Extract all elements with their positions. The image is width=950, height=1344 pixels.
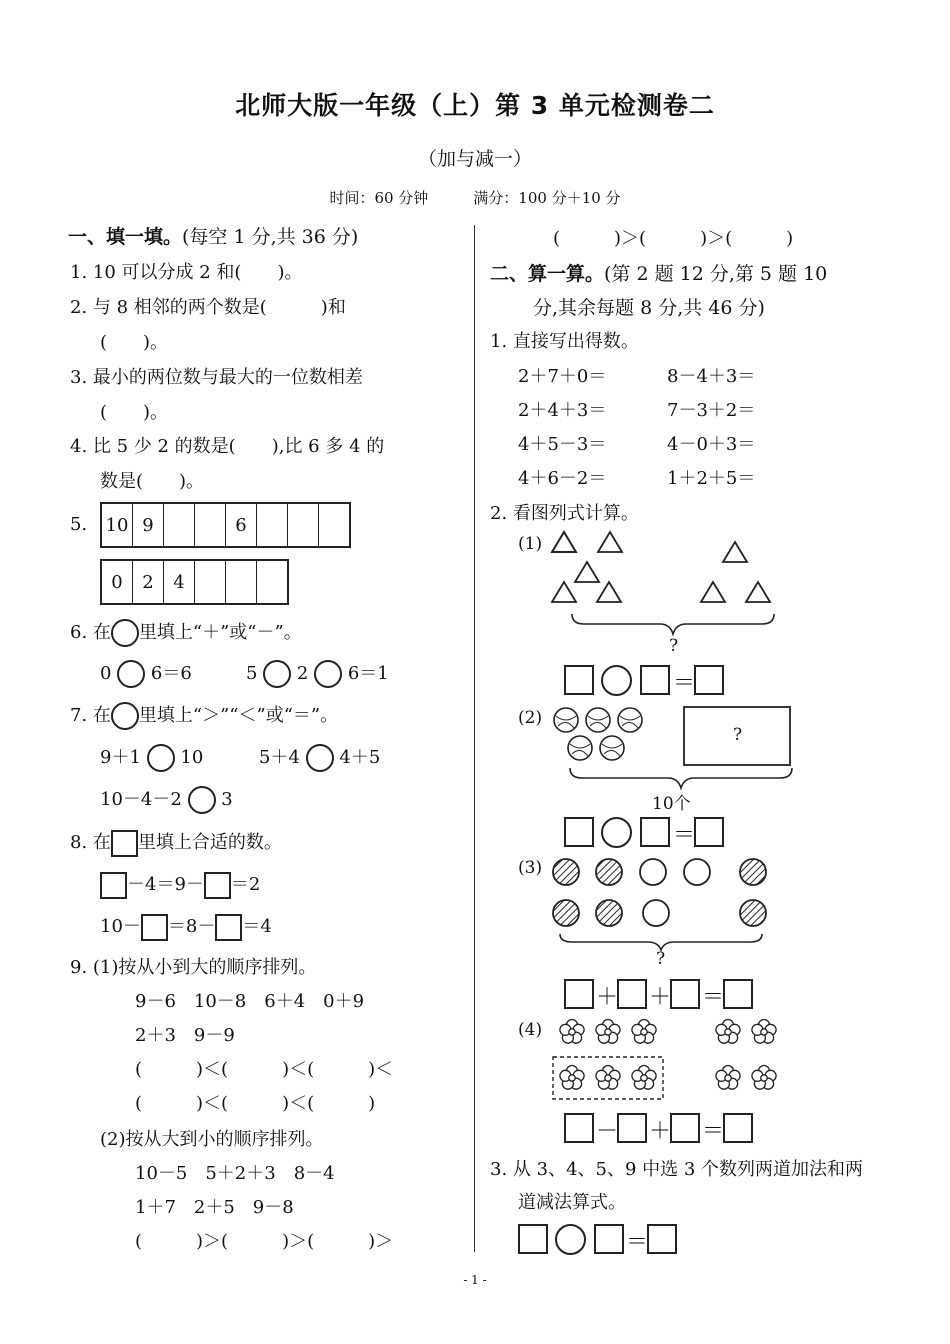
answer-box[interactable] (594, 1224, 624, 1254)
flower-icon (596, 1066, 620, 1090)
question-1-3-cont: ( )。 (100, 402, 169, 423)
flower-icon (560, 1020, 584, 1044)
grid-cell (164, 503, 195, 547)
flower-icon (752, 1020, 776, 1044)
q6-num: 2 (296, 663, 309, 684)
question-1-2: 2. 与 8 相邻的两个数是( )和 (70, 297, 346, 318)
flower-icon (716, 1020, 740, 1044)
section-1-heading (68, 222, 358, 249)
q7-line-2 (259, 743, 380, 772)
triangle-icon (746, 582, 770, 602)
question-2-1: 1. 直接写出得数。 (490, 331, 639, 352)
q7-line-3 (100, 785, 233, 814)
q9-2-answer-line: ( )＞( )＞( )＞ (135, 1231, 394, 1252)
flower-icon (716, 1066, 740, 1090)
question-2-3: 3. 从 3、4、5、9 中选 3 个数列两道加法和两 (490, 1159, 864, 1180)
triangle-icon (701, 582, 725, 602)
grid-cell: 0 (101, 560, 133, 604)
answer-box[interactable] (215, 914, 242, 941)
empty-circle-icon (643, 900, 669, 926)
q9-1-line-2: 2＋3 9－9 (135, 1025, 235, 1046)
shaded-circle-icon (553, 900, 579, 926)
minus-sign: － (596, 1119, 619, 1144)
flower-icon (560, 1066, 584, 1090)
answer-box[interactable] (564, 817, 594, 847)
shaded-circle-icon (553, 859, 579, 885)
q8-label: 8. 在 (70, 832, 111, 853)
flower-icon (596, 1020, 620, 1044)
grid-cell: 10 (101, 503, 133, 547)
answer-box[interactable] (640, 665, 670, 695)
question-mark: ? (733, 725, 743, 745)
answer-box[interactable] (723, 979, 753, 1009)
question-1-4-cont: 数是( )。 (100, 471, 205, 492)
triangle-icon (598, 532, 622, 552)
calc-item: 4－0＋3＝ (667, 434, 756, 455)
q7-expr: 4＋5 (339, 747, 381, 768)
question-1-4: 4. 比 5 少 2 的数是( ),比 6 多 4 的 (70, 436, 385, 457)
q8-line-1 (100, 870, 260, 899)
triangle-icon (552, 532, 576, 552)
column-divider (474, 225, 475, 1252)
answer-box[interactable] (564, 979, 594, 1009)
flowers-figure (550, 1012, 790, 1108)
q7-expr: 10 (180, 747, 204, 768)
answer-circle[interactable] (555, 1224, 586, 1255)
answer-circle[interactable] (314, 660, 342, 688)
triangle-icon (597, 582, 621, 602)
answer-box[interactable] (640, 817, 670, 847)
brace (570, 768, 792, 788)
plus-sign: ＋ (649, 985, 672, 1010)
q9-1-answer-line-1: ( )＜( )＜( )＜ (135, 1059, 394, 1080)
calc-item: 2＋7＋0＝ (518, 366, 607, 387)
q7-expr: 5＋4 (259, 747, 300, 768)
q6-text: 里填上“＋”或“－”。 (138, 622, 302, 643)
part-4-label: (4) (518, 1020, 543, 1040)
answer-box[interactable] (204, 872, 231, 899)
q6-line-1 (100, 659, 192, 688)
section-2-note-cont: 分,其余每题 8 分,共 46 分) (533, 297, 765, 319)
q9-2-line-1: 10－5 5＋2＋3 8－4 (135, 1163, 335, 1184)
shaded-circle-icon (740, 859, 766, 885)
equals-sign: ＝ (702, 985, 725, 1010)
q9-1-answer-line-2: ( )＜( )＜( ) (135, 1093, 376, 1114)
q6-num: 6＝6 (150, 663, 192, 684)
equals-sign: ＝ (673, 671, 696, 696)
flower-icon (632, 1066, 656, 1090)
grid-cell: 9 (133, 503, 164, 547)
grid-cell: 6 (226, 503, 257, 547)
answer-box[interactable] (670, 979, 700, 1009)
answer-box[interactable] (694, 665, 724, 695)
part-1-label: (1) (518, 534, 543, 554)
grid-cell (319, 503, 351, 547)
answer-box[interactable] (723, 1113, 753, 1143)
triangle-icon (552, 582, 576, 602)
calc-item: 4＋6－2＝ (518, 468, 607, 489)
answer-box-icon (111, 830, 138, 857)
part-3-label: (3) (518, 858, 543, 878)
shaded-circle-icon (596, 900, 622, 926)
question-1-9-1: 9. (1)按从小到大的顺序排列。 (70, 957, 317, 978)
exam-meta: 时间：60 分钟 满分：100 分＋10 分 (329, 189, 621, 207)
answer-circle-icon (111, 619, 139, 647)
empty-circle-icon (640, 859, 666, 885)
answer-box[interactable] (564, 1113, 594, 1143)
q8-expr: 10－ (100, 916, 141, 937)
q6-num: 5 (246, 663, 258, 684)
calc-item: 1＋2＋5＝ (667, 468, 756, 489)
flower-icon (752, 1066, 776, 1090)
section-1-title: 一、填一填。 (68, 226, 183, 248)
grid-cell (226, 560, 257, 604)
q7-text: 里填上“＞”“＜”或“＝”。 (138, 705, 339, 726)
question-1-7 (70, 701, 338, 730)
question-1-9-2: (2)按从大到小的顺序排列。 (100, 1129, 324, 1150)
grid-cell: 2 (133, 560, 164, 604)
q8-line-2 (100, 912, 272, 941)
question-2-3-cont: 道减法算式。 (518, 1192, 626, 1213)
triangle-icon (575, 562, 599, 582)
total-label: 10个 (652, 794, 691, 814)
answer-box[interactable] (141, 914, 168, 941)
empty-circle-icon (684, 859, 710, 885)
q8-expr: ＝8－ (167, 916, 216, 937)
grid-cell (257, 503, 288, 547)
calc-item: 2＋4＋3＝ (518, 400, 607, 421)
q6-num: 0 (100, 663, 112, 684)
page-title: 北师大版一年级（上）第 3 单元检测卷二 (235, 91, 715, 120)
equals-sign: ＝ (626, 1230, 649, 1255)
answer-circle[interactable] (188, 786, 216, 814)
q7-line-1 (100, 743, 203, 772)
calc-item: 8－4＋3＝ (667, 366, 756, 387)
answer-box[interactable] (617, 1113, 647, 1143)
q6-label: 6. 在 (70, 622, 111, 643)
answer-box[interactable] (670, 1113, 700, 1143)
part-2-label: (2) (518, 708, 543, 728)
answer-box[interactable] (617, 979, 647, 1009)
flower-icon (632, 1020, 656, 1044)
q9-2-answer-cont: ( )＞( )＞( ) (553, 228, 794, 249)
q9-1-line-1: 9－6 10－8 6＋4 0＋9 (135, 991, 365, 1012)
answer-circle[interactable] (263, 660, 291, 688)
triangle-icon (723, 542, 747, 562)
page-subtitle: （加与减一） (417, 148, 532, 170)
question-mark: ? (656, 949, 666, 969)
page-number: - 1 - (463, 1273, 487, 1287)
grid-cell (288, 503, 319, 547)
brace (572, 614, 774, 634)
q8-expr: ＝4 (242, 916, 272, 937)
grid-cell (257, 560, 289, 604)
q8-expr: ＝2 (230, 874, 261, 895)
question-1-5-label: 5. (70, 514, 88, 535)
question-1-1: 1. 10 可以分成 2 和( )。 (70, 262, 303, 283)
answer-circle[interactable] (147, 744, 175, 772)
shaded-circle-icon (740, 900, 766, 926)
calc-item: 7－3＋2＝ (667, 400, 756, 421)
grid-cell (195, 503, 226, 547)
grid-cell: 4 (164, 560, 195, 604)
question-1-2-cont: ( )。 (100, 332, 169, 353)
q7-expr: 10－4－2 (100, 789, 182, 810)
question-mark: ? (669, 636, 679, 656)
answer-circle[interactable] (601, 817, 632, 848)
answer-circle-icon (111, 702, 139, 730)
question-1-6 (70, 618, 302, 647)
number-grid-1 (100, 502, 351, 548)
shaded-circle-icon (596, 859, 622, 885)
section-1-note: (每空 1 分,共 36 分) (182, 226, 359, 248)
answer-circle[interactable] (306, 744, 334, 772)
q6-line-2 (246, 659, 389, 688)
q9-2-line-2: 1＋7 2＋5 9－8 (135, 1197, 294, 1218)
number-grid-2 (100, 559, 289, 605)
q8-expr: －4＝9－ (127, 874, 204, 895)
equals-sign: ＝ (702, 1119, 725, 1144)
calc-item: 4＋5－3＝ (518, 434, 607, 455)
grid-cell (195, 560, 226, 604)
answer-box[interactable] (647, 1224, 677, 1254)
plus-sign: ＋ (596, 985, 619, 1010)
question-1-3: 3. 最小的两位数与最大的一位数相差 (70, 367, 363, 388)
brace (560, 934, 762, 950)
q7-label: 7. 在 (70, 705, 111, 726)
answer-circle[interactable] (117, 660, 145, 688)
section-2-note: (第 2 题 12 分,第 5 题 10 (604, 263, 828, 285)
plus-sign: ＋ (649, 1119, 672, 1144)
triangle-icon (552, 532, 576, 552)
answer-box[interactable] (694, 817, 724, 847)
circles-figure (550, 850, 790, 960)
q7-expr: 3 (221, 789, 233, 810)
section-2-heading (490, 259, 827, 286)
question-1-8 (70, 828, 282, 857)
triangles-figure (540, 528, 790, 662)
answer-box[interactable] (564, 665, 594, 695)
answer-circle[interactable] (601, 665, 632, 696)
section-2-title: 二、算一算。 (490, 263, 605, 285)
q7-expr: 9＋1 (100, 747, 141, 768)
answer-box[interactable] (100, 872, 127, 899)
q8-text: 里填上合适的数。 (137, 832, 282, 853)
question-2-2: 2. 看图列式计算。 (490, 503, 639, 524)
equals-sign: ＝ (673, 823, 696, 848)
answer-box[interactable] (518, 1224, 548, 1254)
q6-num: 6＝1 (347, 663, 389, 684)
